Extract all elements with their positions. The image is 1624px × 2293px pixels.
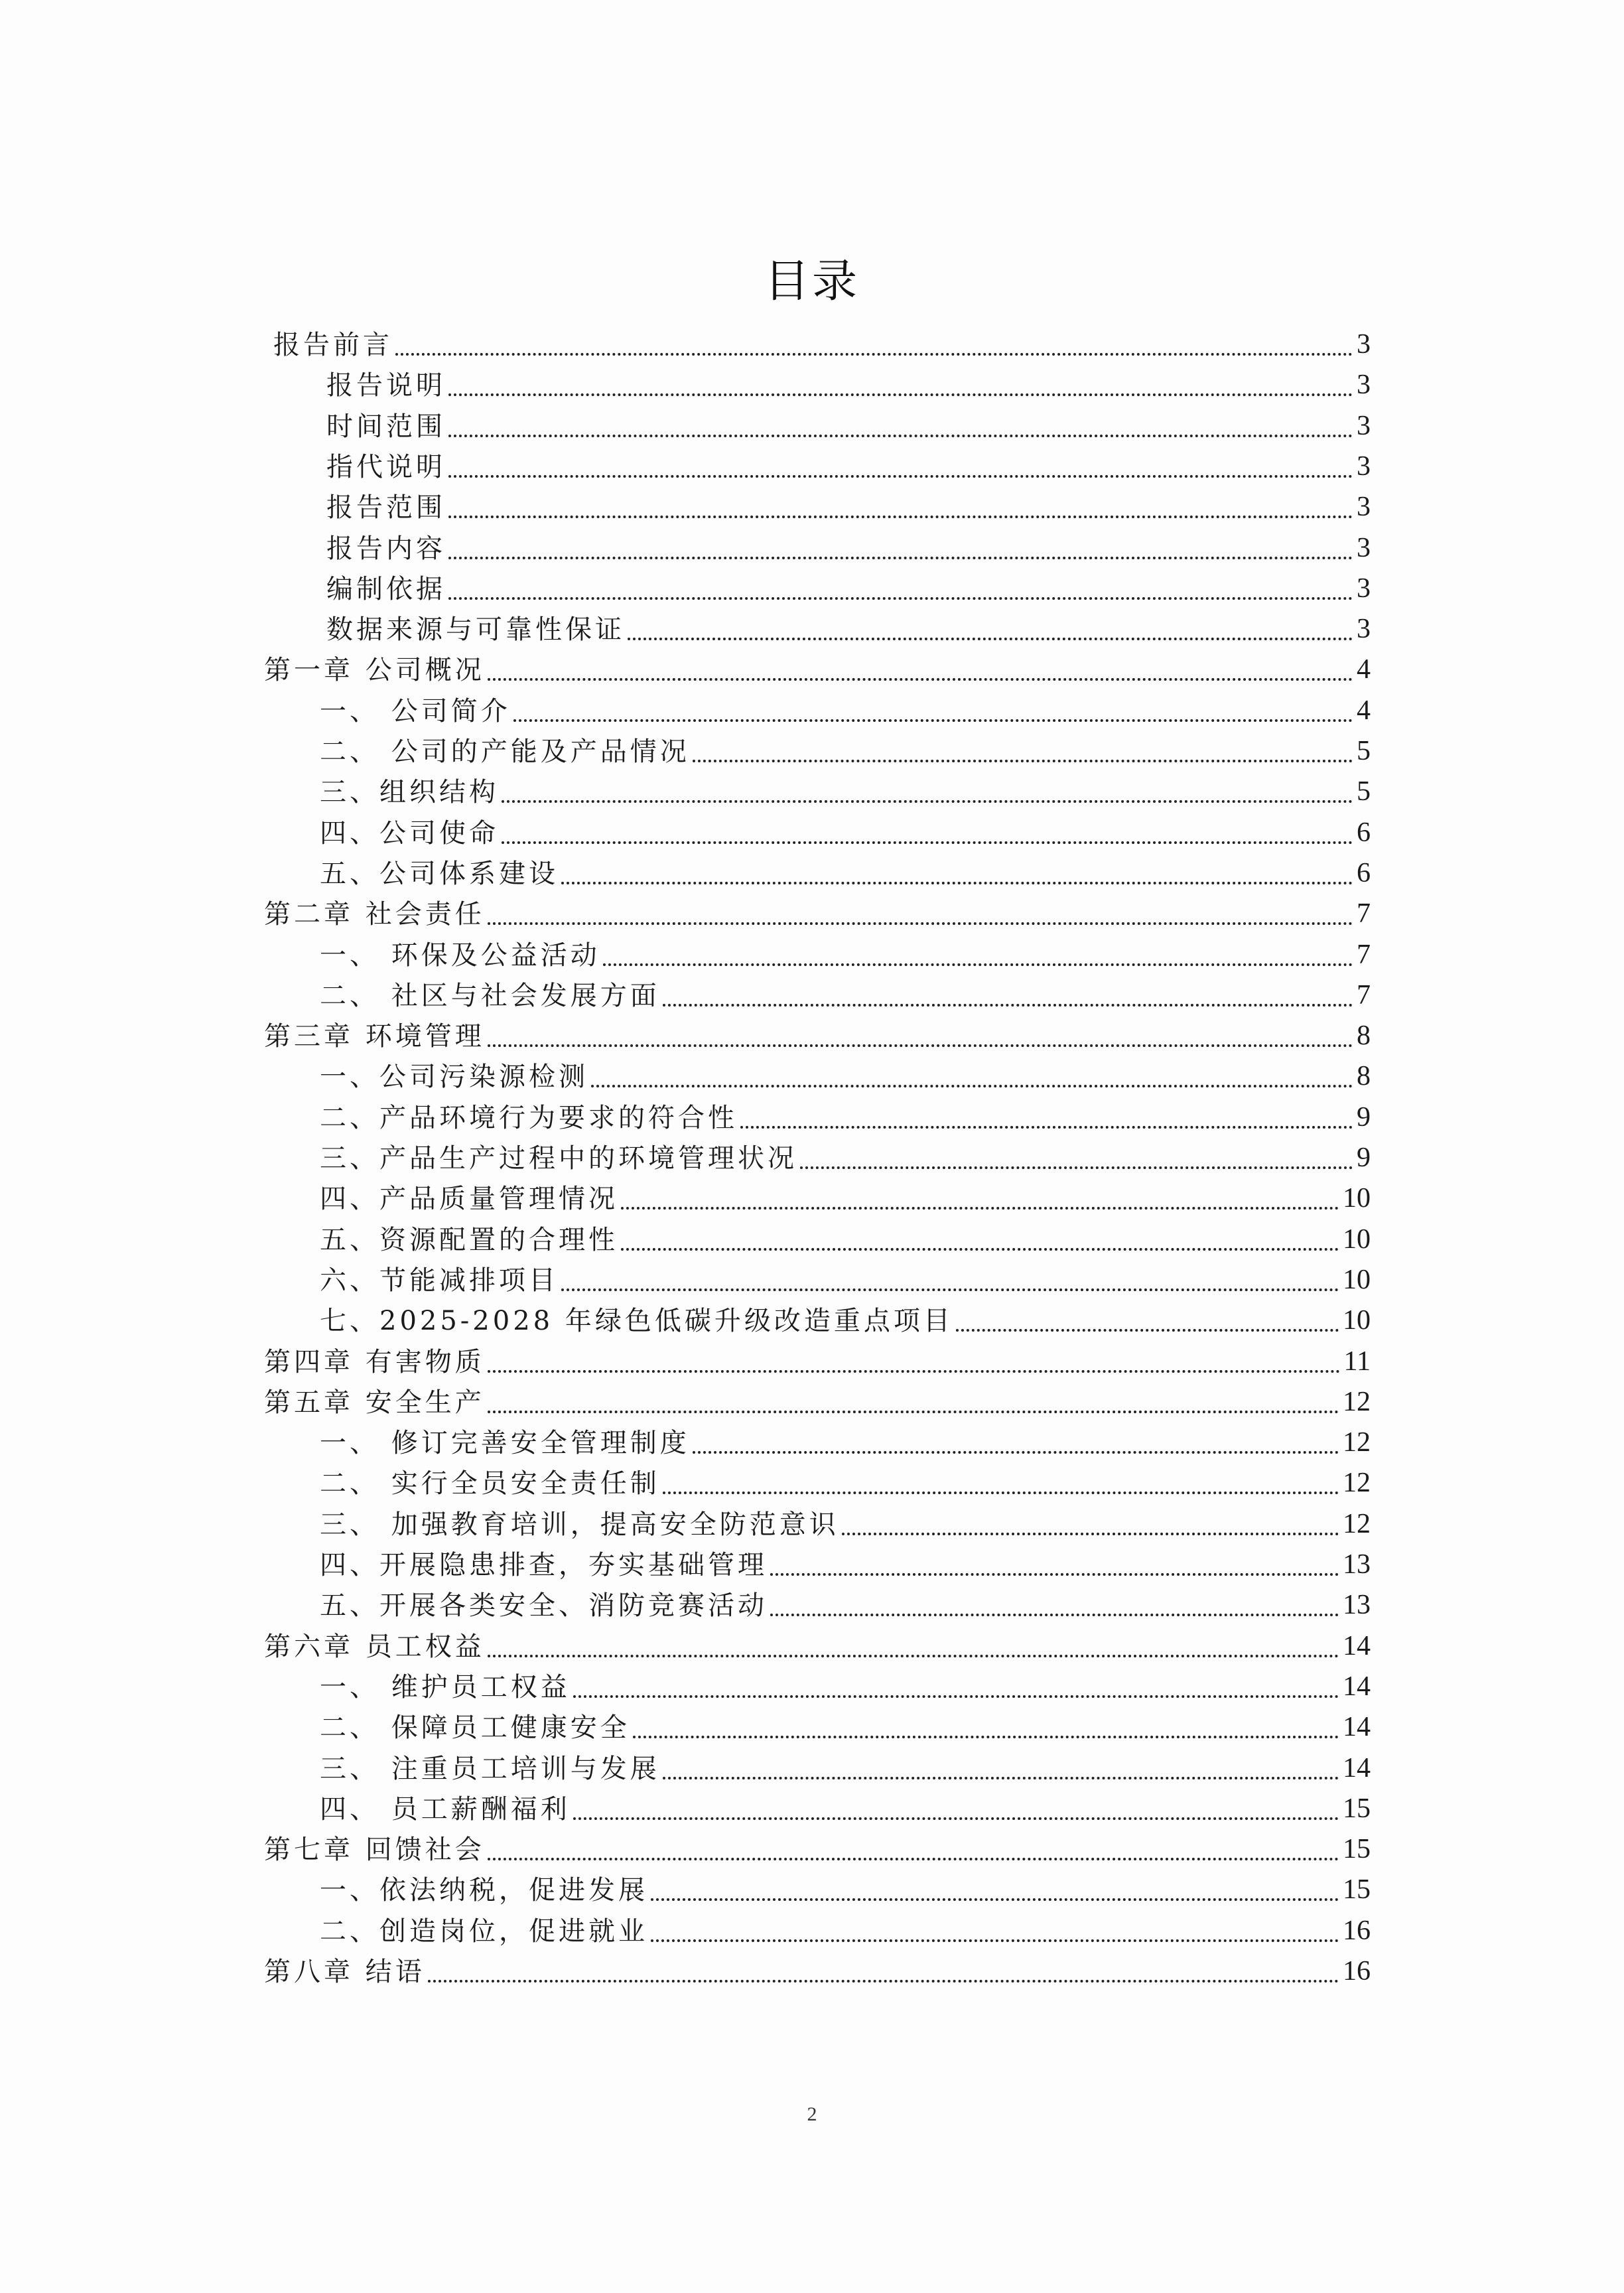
toc-entry-label: 一、依法纳税，促进发展 [320,1875,648,1906]
toc-dot-leader [395,353,1353,356]
toc-entry-label: 六、节能减排项目 [320,1265,559,1296]
toc-entry-label: 四、开展隐患排查，夯实基础管理 [320,1550,768,1580]
toc-section-entry[interactable] [320,1497,1371,1538]
toc-dot-leader [488,922,1353,925]
toc-section-entry[interactable] [320,1293,1371,1337]
toc-chapter-entry[interactable] [264,886,1371,928]
toc-entry-page: 12 [1343,1427,1371,1458]
toc-dot-leader [740,1126,1353,1129]
toc-section-entry[interactable] [320,1415,1371,1459]
toc-entry-page: 8 [1357,1020,1371,1052]
toc-entry-page: 12 [1343,1468,1371,1499]
toc-entry-page: 3 [1357,329,1371,360]
toc-dot-leader [428,1980,1339,1982]
toc-entry-page: 12 [1343,1386,1371,1417]
toc-dot-leader [651,1939,1339,1942]
toc-dot-leader [448,516,1353,518]
toc-dot-leader [693,760,1353,762]
toc-chapter-entry[interactable] [264,1822,1371,1866]
toc-entry-label: 二、产品环境行为要求的符合性 [320,1102,738,1133]
toc-section-entry[interactable] [320,846,1371,887]
toc-entry-page: 7 [1357,939,1371,970]
toc-entry-label: 三、 加强教育培训，提高安全防范意识 [320,1509,839,1540]
toc-entry-page: 14 [1343,1712,1371,1743]
toc-entry-page: 10 [1343,1223,1371,1255]
toc-section-entry[interactable] [320,1131,1371,1172]
toc-section-entry[interactable] [326,602,1371,646]
page-number: 2 [807,2103,817,2125]
toc-dot-leader [663,1777,1339,1779]
toc-section-entry[interactable] [326,358,1371,399]
toc-dot-leader [591,1085,1353,1087]
toc-entry-page: 5 [1357,776,1371,807]
toc-entry-label: 五、公司体系建设 [320,858,559,889]
toc-dot-leader [561,1288,1339,1291]
toc-section-entry[interactable] [320,1171,1371,1215]
toc-section-entry[interactable] [320,1090,1371,1131]
toc-section-entry[interactable] [320,1781,1371,1823]
toc-section-entry[interactable] [326,561,1371,602]
toc-dot-leader [488,1858,1339,1860]
toc-entry-label: 二、 实行全员安全责任制 [320,1468,660,1499]
toc-entry-label: 四、公司使命 [320,817,499,849]
toc-entry-label: 报告内容 [326,533,446,564]
toc-section-entry[interactable] [320,1659,1371,1701]
toc-entry-page: 15 [1343,1793,1371,1824]
toc-entry-label: 第八章 结语 [264,1957,425,1987]
toc-section-entry[interactable] [326,399,1371,440]
toc-entry-page: 13 [1343,1549,1371,1580]
toc-entry-label: 第五章 安全生产 [264,1387,485,1418]
toc-entry-page: 16 [1343,1956,1371,1986]
toc-section-entry[interactable] [320,1253,1371,1294]
toc-section-entry[interactable] [320,683,1371,725]
toc-chapter-entry[interactable] [264,1619,1371,1660]
toc-chapter-entry[interactable] [264,1334,1371,1375]
toc-entry-label: 报告说明 [326,370,446,401]
toc-chapter-entry[interactable] [264,1008,1371,1050]
toc-entry-label: 五、开展各类安全、消防竞赛活动 [320,1590,768,1622]
toc-entry-label: 一、 环保及公益活动 [320,939,600,971]
toc-dot-leader [488,1411,1339,1413]
toc-entry-page: 4 [1357,695,1371,726]
toc-dot-leader [513,719,1353,722]
toc-entry-page: 14 [1343,1630,1371,1661]
toc-entry-page: 11 [1343,1346,1371,1377]
toc-dot-leader [448,597,1353,600]
toc-entry-page: 6 [1357,817,1371,848]
toc-dot-leader [770,1614,1339,1616]
toc-entry-page: 10 [1343,1264,1371,1295]
toc-section-entry[interactable] [320,1741,1371,1782]
toc-title: 目录 [764,255,860,308]
toc-chapter-entry[interactable] [264,1375,1371,1416]
toc-entry-page: 14 [1343,1752,1371,1783]
toc-entry-label: 第四章 有害物质 [264,1346,485,1377]
toc-entry-page: 6 [1357,857,1371,888]
toc-entry-label: 二、 社区与社会发展方面 [320,980,660,1011]
toc-dot-leader [621,1248,1339,1251]
toc-dot-leader [621,1207,1339,1210]
toc-entry-page: 3 [1357,614,1371,645]
toc-section-entry[interactable] [320,1862,1371,1904]
toc-entry-label: 三、产品生产过程中的环境管理状况 [320,1143,797,1174]
toc-section-entry[interactable] [320,1700,1371,1744]
toc-entry-page: 10 [1343,1183,1371,1214]
toc-dot-leader [488,1370,1340,1373]
toc-entry-label: 报告前言 [273,330,393,360]
toc-entry-page: 16 [1343,1915,1371,1946]
toc-entry-page: 8 [1357,1061,1371,1092]
toc-entry-label: 五、资源配置的合理性 [320,1224,618,1255]
toc-section-entry[interactable] [320,1578,1371,1622]
toc-entry-page: 7 [1357,979,1371,1010]
toc-entry-page: 15 [1343,1834,1371,1865]
toc-dot-leader [651,1898,1339,1901]
toc-dot-leader [628,638,1353,640]
toc-section-entry[interactable] [320,1212,1371,1253]
toc-dot-leader [770,1573,1339,1576]
toc-entry-label: 时间范围 [326,411,446,442]
toc-entry-page: 3 [1357,410,1371,441]
toc-dot-leader [448,475,1353,478]
toc-entry-label: 第一章 公司概况 [264,655,485,686]
toc-entry-label: 数据来源与可靠性保证 [326,614,625,646]
toc-entry-page: 5 [1357,736,1371,766]
toc-entry-label: 三、组织结构 [320,777,499,808]
toc-entry-label: 三、 注重员工培训与发展 [320,1753,660,1784]
toc-entry-label: 指代说明 [326,451,446,482]
toc-dot-leader [502,800,1353,803]
toc-entry-page: 9 [1357,1101,1371,1133]
toc-dot-leader [488,1655,1339,1657]
toc-dot-leader [663,1492,1339,1494]
toc-section-entry[interactable] [326,439,1371,480]
toc-section-entry[interactable] [320,1904,1371,1945]
toc-entry-label: 第六章 员工权益 [264,1631,485,1662]
toc-dot-leader [561,882,1353,884]
toc-section-entry[interactable] [326,521,1371,562]
toc-dot-leader [633,1736,1339,1738]
toc-chapter-entry[interactable] [264,642,1371,686]
toc-dot-leader [573,1817,1339,1820]
toc-section-entry[interactable] [320,928,1371,969]
toc-dot-leader [488,1044,1353,1047]
toc-dot-leader [800,1166,1353,1169]
toc-entry-label: 二、 保障员工健康安全 [320,1712,630,1744]
toc-entry-page: 12 [1343,1508,1371,1539]
toc-entry-page: 9 [1357,1143,1371,1173]
toc-dot-leader [502,841,1353,844]
toc-entry-page: 14 [1343,1671,1371,1702]
toc-dot-leader [488,678,1353,681]
toc-entry-label: 一、 公司简介 [320,695,511,727]
toc-entry-page: 4 [1357,654,1371,685]
toc-entry-label: 七、2025-2028 年绿色低碳升级改造重点项目 [320,1306,953,1337]
toc-entry-label: 报告范围 [326,492,446,523]
toc-dot-leader [693,1451,1339,1454]
toc-chapter-entry[interactable] [273,317,1371,358]
toc-entry-page: 3 [1357,573,1371,604]
toc-dot-leader [448,557,1353,559]
toc-entry-page: 3 [1357,532,1371,563]
toc-entry-label: 编制依据 [326,573,446,604]
toc-dot-leader [956,1329,1339,1332]
toc-entry-page: 13 [1343,1590,1371,1621]
toc-entry-page: 3 [1357,492,1371,523]
toc-entry-page: 3 [1357,370,1371,401]
toc-entry-label: 第七章 回馈社会 [264,1835,485,1866]
toc-entry-label: 一、公司污染源检测 [320,1062,588,1093]
toc-dot-leader [842,1533,1339,1535]
toc-section-entry[interactable] [320,764,1371,808]
toc-section-entry[interactable] [320,1456,1371,1497]
toc-dot-leader [448,435,1353,437]
toc-entry-page: 7 [1357,898,1371,930]
toc-entry-label: 二、创造岗位，促进就业 [320,1915,648,1947]
toc-entry-label: 二、 公司的产能及产品情况 [320,736,690,767]
toc-section-entry[interactable] [320,724,1371,765]
toc-dot-leader [603,963,1353,966]
toc-entry-page: 3 [1357,451,1371,482]
toc-section-entry[interactable] [320,968,1371,1009]
toc-entry-label: 第三章 环境管理 [264,1021,485,1052]
toc-dot-leader [573,1695,1339,1698]
toc-chapter-entry[interactable] [264,1944,1371,1985]
toc-entry-label: 第二章 社会责任 [264,899,485,930]
toc-entry-page: 15 [1343,1874,1371,1906]
toc-entry-page: 10 [1343,1305,1371,1336]
toc-section-entry[interactable] [320,1537,1371,1578]
toc-dot-leader [663,1004,1353,1007]
toc-section-entry[interactable] [326,480,1371,521]
toc-entry-label: 四、产品质量管理情况 [320,1184,618,1215]
toc-entry-label: 一、 修订完善安全管理制度 [320,1428,690,1459]
toc-section-entry[interactable] [320,805,1371,847]
toc-section-entry[interactable] [320,1049,1371,1093]
toc-entry-label: 一、 维护员工权益 [320,1671,571,1702]
toc-dot-leader [448,393,1353,396]
toc-entry-label: 四、 员工薪酬福利 [320,1793,571,1825]
